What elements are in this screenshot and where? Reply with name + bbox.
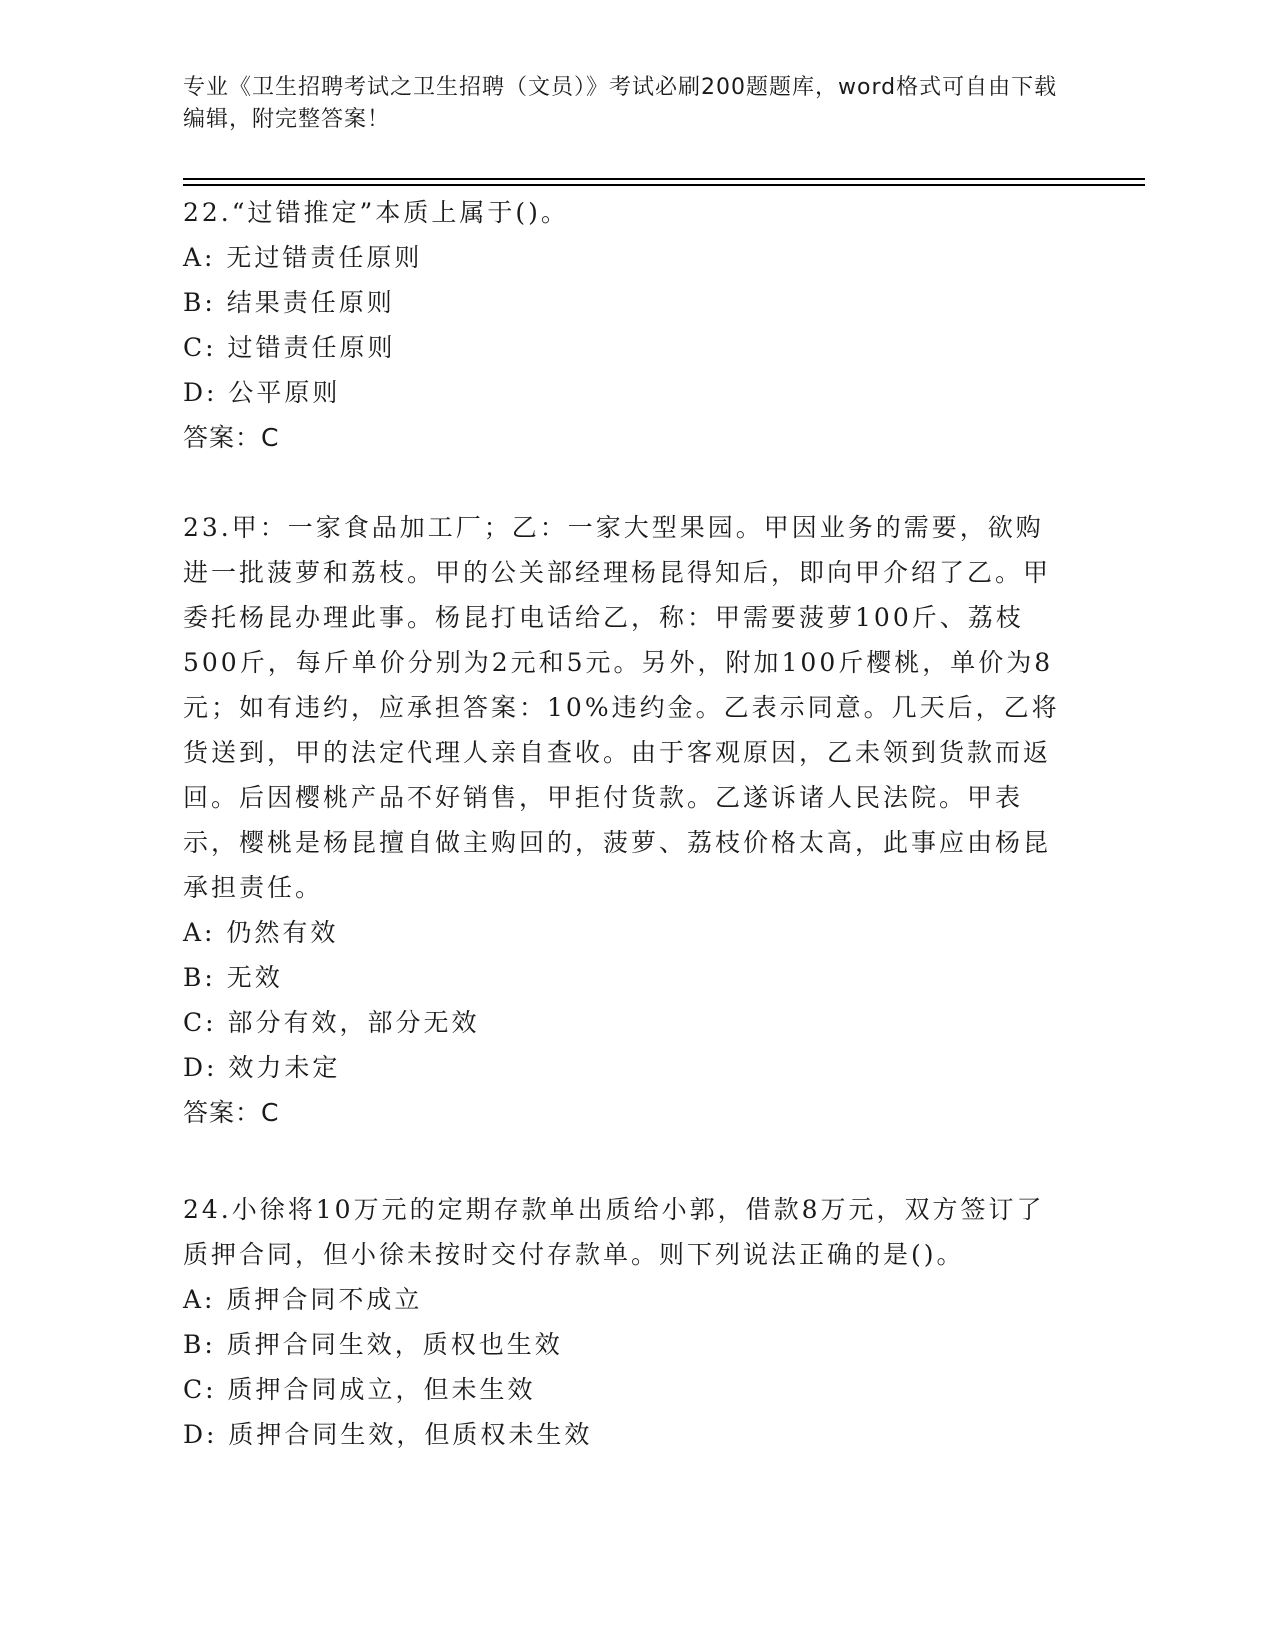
option-a: A: 质押合同不成立 (183, 1285, 423, 1314)
option-c: C: 部分有效，部分无效 (183, 1008, 480, 1037)
option-d: D: 公平原则 (183, 378, 341, 407)
header-rule-bottom (183, 184, 1145, 186)
question-23 (183, 505, 1063, 1135)
option-d: D: 效力未定 (183, 1053, 341, 1082)
option-c: C: 过错责任原则 (183, 333, 396, 362)
option-a: A: 仍然有效 (183, 918, 339, 947)
answer-line: 答案：C (183, 423, 280, 452)
option-b: B: 无效 (183, 963, 283, 992)
answer-line: 答案：C (183, 1098, 280, 1127)
question-stem: 22.“过错推定”本质上属于()。 (183, 198, 569, 227)
header-rule-top (183, 178, 1145, 180)
option-b: B: 结果责任原则 (183, 288, 395, 317)
question-22 (183, 190, 1063, 460)
option-a: A: 无过错责任原则 (183, 243, 423, 272)
question-stem: 24.小徐将10万元的定期存款单出质给小郭，借款8万元，双方签订了质押合同，但小徐未按时交付存款单。则下列说法正确的是()。 (183, 1195, 1045, 1269)
option-d: D: 质押合同生效，但质权未生效 (183, 1420, 593, 1449)
question-stem: 23.甲：一家食品加工厂；乙：一家大型果园。甲因业务的需要，欲购进一批菠萝和荔枝。甲的公关部经理杨昆得知后，即向甲介绍了乙。甲委托杨昆办理此事。杨昆打电话给乙，称：甲需要菠萝100斤、荔枝500斤，每斤单价分别为2元和5元。另外，附加100斤樱桃，单价为8元；如有违约，应承担答案：10%违约金。乙表示同意。几天后，乙将货送到，甲的法定代理人亲自查收。由于客观原因，乙未领到货款而返回。后因樱桃产品不好销售，甲拒付货款。乙遂诉诸人民法院。甲表示，樱桃是杨昆擅自做主购回的，菠萝、荔枝价格太高，此事应由杨昆承担责任。 (183, 513, 1060, 902)
option-c: C: 质押合同成立，但未生效 (183, 1375, 536, 1404)
document-header: 专业《卫生招聘考试之卫生招聘（文员）》考试必刷200题题库，word格式可自由下载编辑，附完整答案！ (183, 75, 1058, 132)
option-b: B: 质押合同生效，质权也生效 (183, 1330, 563, 1359)
question-24 (183, 1187, 1063, 1457)
